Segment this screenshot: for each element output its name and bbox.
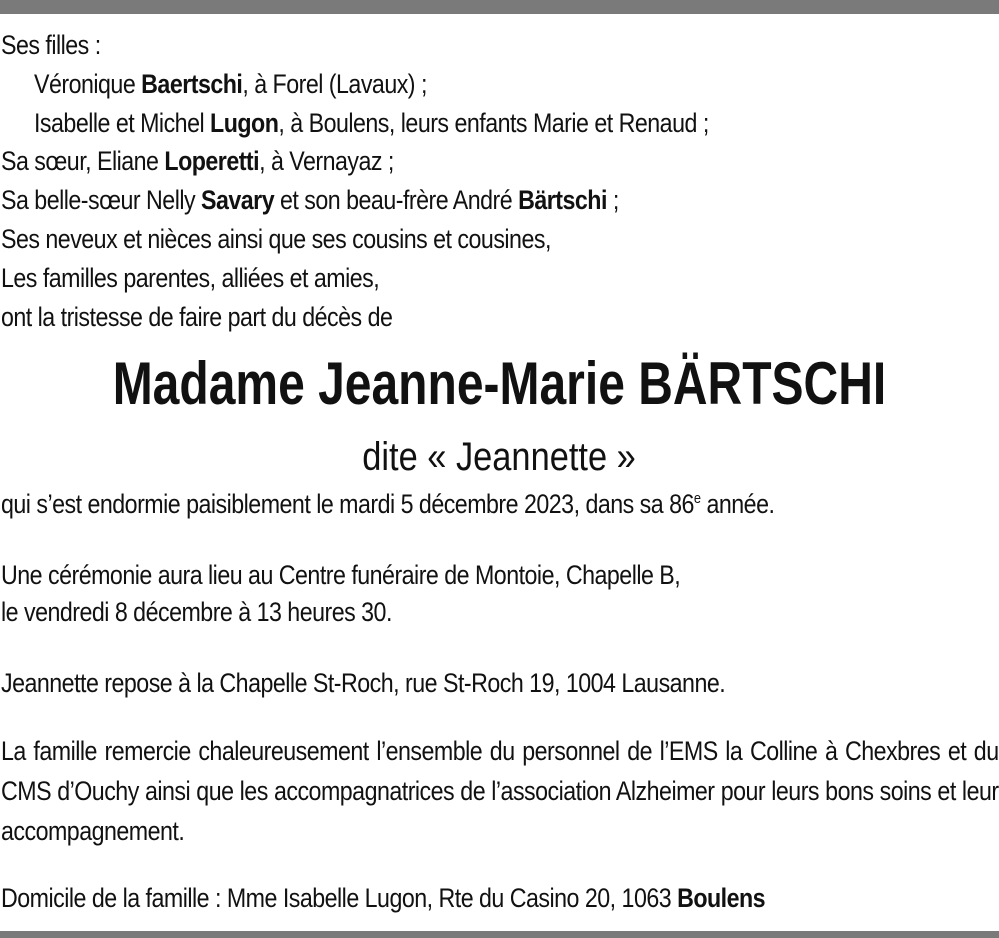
family-line-4: Sa sœur, Eliane Loperetti, à Vernayaz ;	[1, 146, 394, 176]
ceremony-line-2: le vendredi 8 décembre à 13 heures 30.	[1, 597, 392, 627]
top-rule	[0, 0, 999, 14]
family-line-5: Sa belle-sœur Nelly Savary et son beau-frère André Bärtschi ;	[1, 185, 619, 215]
thanks-paragraph: La famille remercie chaleureusement l’ensemble du personnel de l’EMS la Colline à Chexbres et du CMS d’Ouchy ainsi que les accompagnatrices de l’association Alzheimer pour leurs bons soins et leur accompagnement.	[1, 736, 999, 846]
family-line-8: ont la tristesse de faire part du décès de	[1, 302, 393, 332]
death-notice: qui s’est endormie paisiblement le mardi 5 décembre 2023, dans sa 86e année.	[1, 489, 775, 519]
rest-place: Jeannette repose à la Chapelle St-Roch, rue St-Roch 19, 1004 Lausanne.	[1, 668, 726, 698]
family-domicile: Domicile de la famille : Mme Isabelle Lugon, Rte du Casino 20, 1063 Boulens	[1, 883, 766, 913]
bottom-rule	[0, 931, 999, 938]
deceased-name: Madame Jeanne-Marie BÄRTSCHI	[112, 350, 887, 417]
family-line-7: Les familles parentes, alliées et amies,	[1, 263, 380, 293]
family-line-1: Ses filles :	[1, 30, 101, 60]
ceremony-line-1: Une cérémonie aura lieu au Centre funéraire de Montoie, Chapelle B,	[1, 560, 681, 590]
deceased-alias: dite « Jeannette »	[362, 435, 637, 479]
family-line-2: Véronique Baertschi, à Forel (Lavaux) ;	[34, 69, 427, 99]
family-line-3: Isabelle et Michel Lugon, à Boulens, leurs enfants Marie et Renaud ;	[34, 108, 709, 138]
family-line-6: Ses neveux et nièces ainsi que ses cousins et cousines,	[1, 224, 551, 254]
